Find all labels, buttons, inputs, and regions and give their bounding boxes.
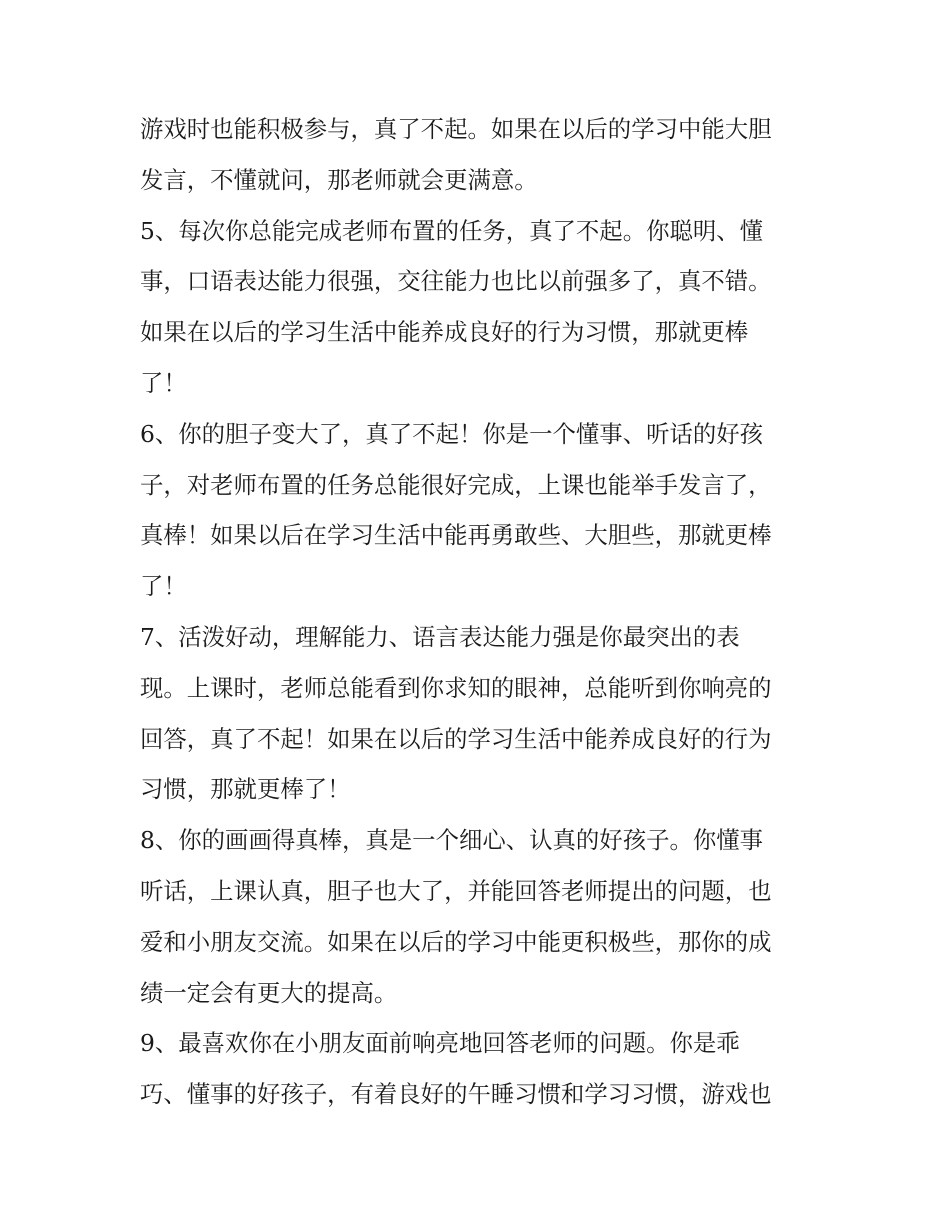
- text-line: 真棒！如果以后在学习生活中能再勇敢些、大胆些，那就更棒: [140, 521, 772, 550]
- text-line: 了！: [140, 368, 187, 397]
- text-line: 7、活泼好动，理解能力、语言表达能力强是你最突出的表: [140, 622, 740, 651]
- text-line: 9、最喜欢你在小朋友面前响亮地回答老师的问题。你是乖: [140, 1029, 740, 1058]
- text-line: 绩一定会有更大的提高。: [140, 978, 398, 1007]
- text-line: 发言，不懂就问，那老师就会更满意。: [140, 165, 538, 194]
- text-line: 如果在以后的学习生活中能养成良好的行为习惯，那就更棒: [140, 318, 749, 347]
- text-line: 8、你的画画得真棒，真是一个细心、认真的好孩子。你懂事: [140, 826, 764, 855]
- text-line: 了！: [140, 572, 187, 601]
- text-line: 游戏时也能积极参与，真了不起。如果在以后的学习中能大胆: [140, 115, 772, 143]
- text-line: 事，口语表达能力很强，交往能力也比以前强多了，真不错。: [140, 267, 772, 296]
- text-line: 6、你的胆子变大了，真了不起！你是一个懂事、听话的好孩: [140, 419, 764, 448]
- text-line: 巧、懂事的好孩子，有着良好的午睡习惯和学习习惯，游戏也: [140, 1080, 772, 1109]
- text-line: 现。上课时，老师总能看到你求知的眼神，总能听到你响亮的: [140, 673, 772, 702]
- comment-text-block: [140, 104, 820, 1120]
- text-line: 回答，真了不起！如果在以后的学习生活中能养成良好的行为: [140, 724, 772, 753]
- text-line: 子，对老师布置的任务总能很好完成，上课也能举手发言了，: [140, 470, 772, 499]
- text-line: 听话，上课认真，胆子也大了，并能回答老师提出的问题，也: [140, 876, 772, 905]
- text-line: 习惯，那就更棒了！: [140, 775, 351, 804]
- text-line: 爱和小朋友交流。如果在以后的学习中能更积极些，那你的成: [140, 927, 772, 956]
- text-line: 5、每次你总能完成老师布置的任务，真了不起。你聪明、懂: [140, 216, 764, 245]
